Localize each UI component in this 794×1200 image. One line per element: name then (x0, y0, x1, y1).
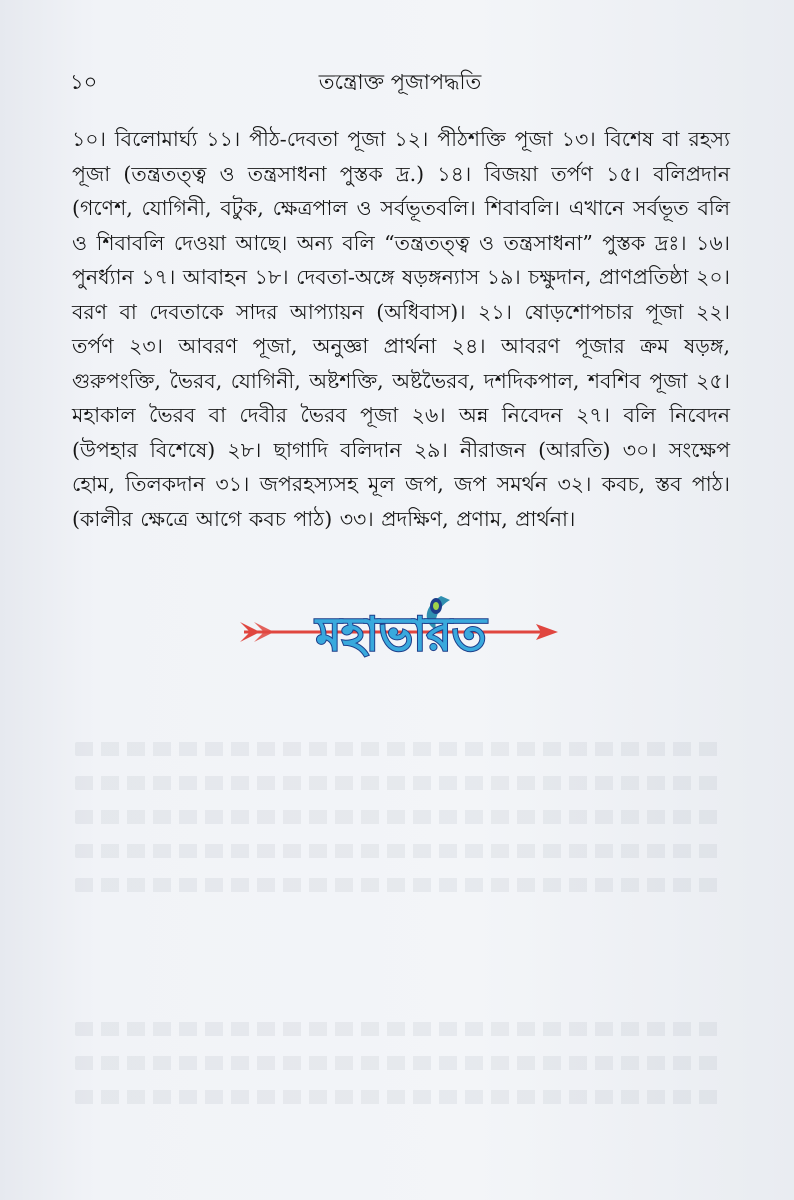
show-through-line (75, 810, 725, 824)
show-through-line (75, 1022, 725, 1036)
page-number: ১০ (70, 70, 98, 94)
body-paragraph: ১০। বিলোমার্ঘ্য ১১। পীঠ-দেবতা পূজা ১২। পীঠশক্তি পূজা ১৩। বিশেষ বা রহস্য পূজা (তন্ত্রতত্ত্ব ও তন্ত্রসাধনা পুস্তক দ্র.) ১৪। বিজয়া তর্পণ ১৫। বলিপ্রদান (গণেশ, যোগিনী, বটুক, ক্ষেত্রপাল ও সর্বভূতবলি। শিবাবলি। এখানে সর্বভূত বলি ও শিবাবলি দেওয়া আছে। অন্য বলি “তন্ত্রতত্ত্ব ও তন্ত্রসাধনা” পুস্তক দ্রঃ। ১৬। পুনর্ধ্যান ১৭। আবাহন ১৮। দেবতা-অঙ্গে ষড়ঙ্গন্যাস ১৯। চক্ষুদান, প্রাণপ্রতিষ্ঠা ২০। বরণ বা দেবতাকে সাদর আপ্যায়ন (অধিবাস)। ২১। ষোড়শোপচার পূজা ২২। তর্পণ ২৩। আবরণ পূজা, অনুজ্ঞা প্রার্থনা ২৪। আবরণ পূজার ক্রম ষড়ঙ্গ, গুরুপংক্তি, ভৈরব, যোগিনী, অষ্টশক্তি, অষ্টভৈরব, দশদিকপাল, শবশিব পূজা ২৫। মহাকাল ভৈরব বা দেবীর ভৈরব পূজা ২৬। অন্ন নিবেদন ২৭। বলি নিবেদন (উপহার বিশেষে) ২৮। ছাগাদি বলিদান ২৯। নীরাজন (আরতি) ৩০। সংক্ষেপ হোম, তিলকদান ৩১। জপরহস্যসহ মূল জপ, জপ সমর্থন ৩২। কবচ, স্তব পাঠ। (কালীর ক্ষেত্রে আগে কবচ পাঠ) ৩৩। প্রদক্ষিণ, প্রণাম, প্রার্থনা। (72, 127, 730, 531)
show-through-line (75, 1056, 725, 1070)
show-through-line (75, 878, 725, 892)
show-through-line (75, 776, 725, 790)
page-header (70, 62, 730, 102)
show-through-line (75, 844, 725, 858)
show-through-line (75, 742, 725, 756)
show-through-line (75, 1090, 725, 1104)
mahabharat-watermark-logo (236, 592, 566, 672)
running-title: তন্ত্রোক্ত পূজাপদ্ধতি (318, 70, 482, 94)
watermark-logo-text: মহাভারত (315, 607, 487, 661)
